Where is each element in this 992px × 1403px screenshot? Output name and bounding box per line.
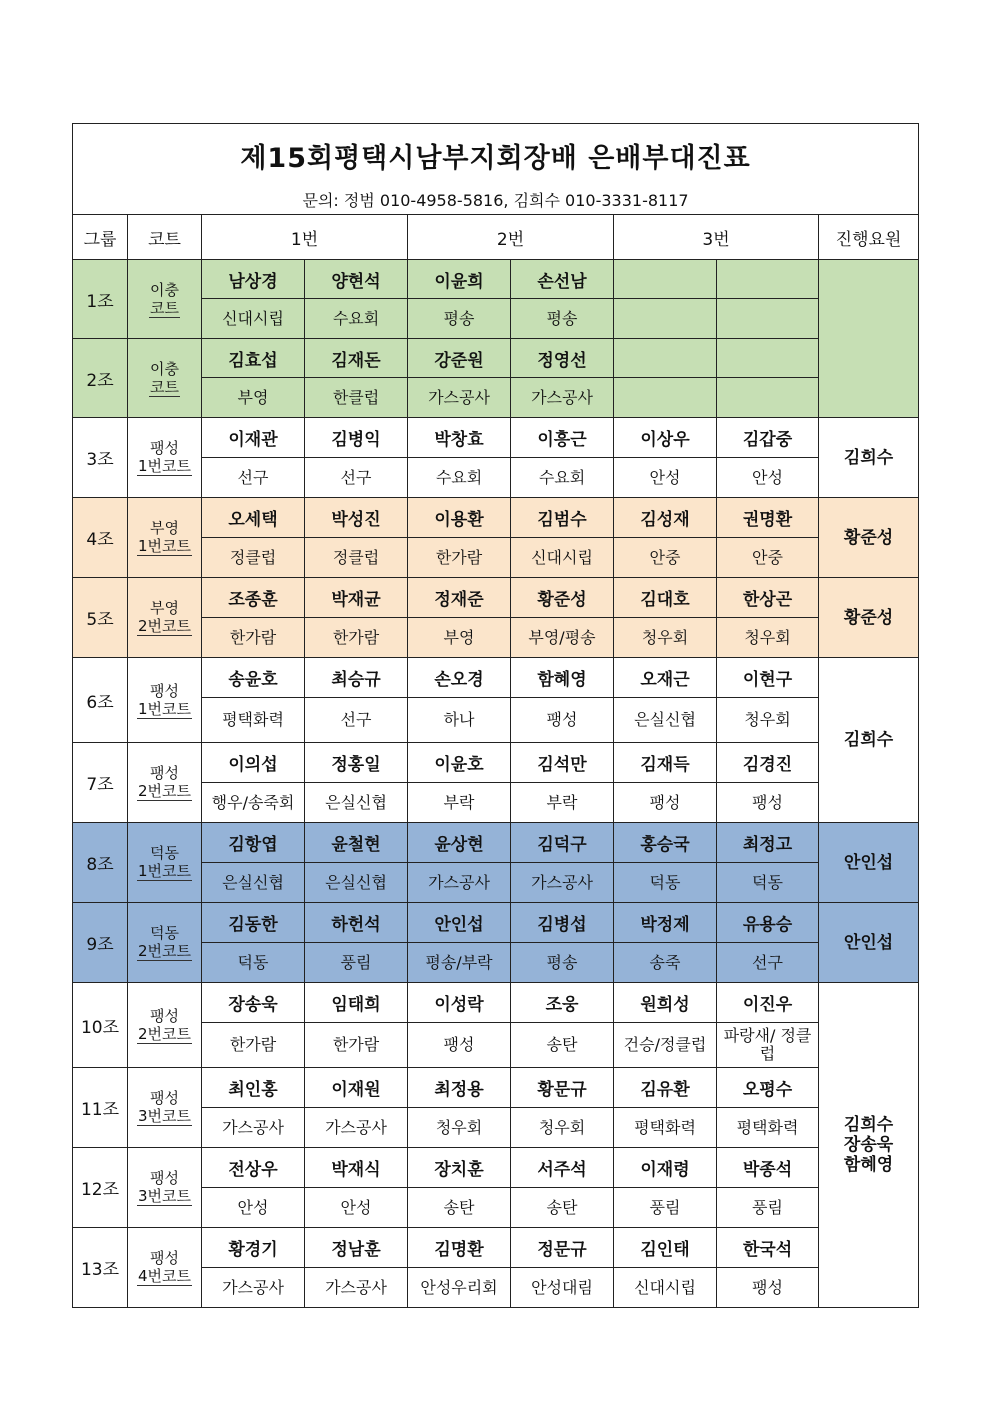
player-name — [717, 339, 819, 378]
player-name: 이성락 — [408, 983, 511, 1023]
court-label-text — [137, 1089, 192, 1126]
court-label-text — [137, 1169, 192, 1206]
group-label: 8조 — [73, 823, 128, 903]
court-label — [128, 498, 202, 578]
court-label-text — [137, 924, 192, 961]
player-name: 김항엽 — [202, 823, 305, 863]
player-name: 홍승국 — [614, 823, 717, 863]
player-name: 박재균 — [305, 578, 408, 618]
player-name: 조종훈 — [202, 578, 305, 618]
court-place: 이충 — [150, 359, 179, 378]
player-club: 은실신협 — [614, 698, 717, 743]
staff-name: 황준성 — [843, 527, 894, 548]
court-place: 이충 — [150, 280, 179, 299]
player-name: 이현구 — [717, 658, 819, 698]
player-name: 김효섭 — [202, 339, 305, 378]
player-club: 부영 — [202, 378, 305, 418]
bracket-sheet — [72, 123, 918, 1308]
title-text: 제15회평택시남부지회장배 은배부대진표 — [240, 143, 751, 174]
player-name: 김범수 — [511, 498, 614, 538]
court-label-text — [137, 599, 192, 636]
player-club: 덕동 — [717, 863, 819, 903]
player-club: 선구 — [202, 458, 305, 498]
player-name: 정영선 — [511, 339, 614, 378]
player-club: 풍림 — [717, 1188, 819, 1228]
player-name: 장송욱 — [202, 983, 305, 1023]
player-name: 남상경 — [202, 260, 305, 299]
court-number: 1번코트 — [137, 699, 191, 718]
staff-cell — [819, 260, 919, 418]
staff-name: 장송욱 — [843, 1135, 894, 1155]
header-court-2: 2번 — [408, 215, 614, 260]
player-club: 신대시립 — [202, 299, 305, 339]
player-club: 한가람 — [305, 618, 408, 658]
group-label: 12조 — [73, 1148, 128, 1228]
player-name: 김재득 — [614, 743, 717, 783]
court-number: 1번코트 — [137, 457, 191, 475]
player-name: 박종석 — [717, 1148, 819, 1188]
staff-name: 김희수 — [843, 730, 894, 750]
player-name: 김경진 — [717, 743, 819, 783]
group-label: 11조 — [73, 1068, 128, 1148]
court-place: 덕동 — [150, 844, 179, 862]
court-number: 코트 — [150, 377, 179, 396]
player-name: 최정용 — [408, 1068, 511, 1108]
player-club: 신대시립 — [614, 1268, 717, 1308]
player-name: 박창효 — [408, 418, 511, 458]
player-name: 유용승 — [717, 903, 819, 943]
player-club: 은실신협 — [305, 783, 408, 823]
player-club: 풍림 — [305, 943, 408, 983]
group-label: 6조 — [73, 658, 128, 743]
player-club: 평송 — [511, 943, 614, 983]
player-club: 안중 — [614, 538, 717, 578]
player-club: 부락 — [408, 783, 511, 823]
player-club: 평택화력 — [614, 1108, 717, 1148]
group-name-row — [73, 1068, 919, 1108]
court-number: 4번코트 — [137, 1267, 191, 1285]
player-club: 가스공사 — [202, 1268, 305, 1308]
header-court-1: 1번 — [202, 215, 408, 260]
court-label-text — [137, 519, 192, 556]
group-label: 9조 — [73, 903, 128, 983]
player-club: 가스공사 — [202, 1108, 305, 1148]
bracket-table — [72, 123, 919, 1308]
player-name: 정남훈 — [305, 1228, 408, 1268]
player-name: 한상곤 — [717, 578, 819, 618]
court-number: 3번코트 — [137, 1187, 191, 1205]
player-name: 서주석 — [511, 1148, 614, 1188]
player-name: 김병익 — [305, 418, 408, 458]
player-club: 신대시립 — [511, 538, 614, 578]
player-name: 황문규 — [511, 1068, 614, 1108]
court-place: 부영 — [150, 519, 179, 537]
court-number: 3번코트 — [137, 1107, 191, 1125]
staff-name: 김희수 — [843, 1115, 894, 1135]
player-club: 선구 — [717, 943, 819, 983]
group-name-row — [73, 498, 919, 538]
player-club: 안성 — [305, 1188, 408, 1228]
court-label — [128, 903, 202, 983]
group-name-row — [73, 983, 919, 1023]
court-label — [128, 1228, 202, 1308]
player-club: 안성 — [614, 458, 717, 498]
court-label — [128, 1068, 202, 1148]
court-place: 팽성 — [150, 439, 179, 457]
player-club: 안성우리회 — [408, 1268, 511, 1308]
staff-name: 황준성 — [843, 607, 894, 628]
player-name: 권명환 — [717, 498, 819, 538]
player-club: 청우회 — [717, 618, 819, 658]
staff-name: 안인섭 — [843, 852, 894, 873]
player-name: 김재돈 — [305, 339, 408, 378]
player-club: 가스공사 — [305, 1268, 408, 1308]
player-name: 김대호 — [614, 578, 717, 618]
player-club: 풍림 — [614, 1188, 717, 1228]
player-club: 안중 — [717, 538, 819, 578]
group-name-row — [73, 1148, 919, 1188]
court-place: 팽성 — [150, 1169, 179, 1187]
staff-name: 함혜영 — [843, 1155, 894, 1175]
player-name: 김덕구 — [511, 823, 614, 863]
player-club: 팽성 — [511, 698, 614, 743]
contact-info: 문의: 정범 010-4958-5816, 김희수 010-3331-8117 — [73, 187, 919, 215]
player-club — [614, 378, 717, 418]
player-club: 파랑새/ 정클럽 — [717, 1023, 819, 1068]
court-label-text — [149, 281, 180, 318]
group-name-row — [73, 903, 919, 943]
player-name: 이재원 — [305, 1068, 408, 1108]
player-club: 은실신협 — [305, 863, 408, 903]
player-name: 최인홍 — [202, 1068, 305, 1108]
player-club: 송탄 — [511, 1023, 614, 1068]
player-club: 평택화력 — [202, 698, 305, 743]
player-name: 전상우 — [202, 1148, 305, 1188]
court-place: 부영 — [150, 599, 179, 617]
player-name — [717, 260, 819, 299]
player-club: 건승/정클럽 — [614, 1023, 717, 1068]
header-row — [73, 215, 919, 260]
player-name: 김갑중 — [717, 418, 819, 458]
player-name: 이윤호 — [408, 743, 511, 783]
court-label — [128, 418, 202, 498]
player-club: 안성대림 — [511, 1268, 614, 1308]
court-number: 코트 — [150, 298, 179, 317]
player-name: 박성진 — [305, 498, 408, 538]
player-name: 이재령 — [614, 1148, 717, 1188]
player-name: 황경기 — [202, 1228, 305, 1268]
court-place: 팽성 — [150, 1089, 179, 1107]
player-club: 청우회 — [408, 1108, 511, 1148]
header-court-3: 3번 — [614, 215, 819, 260]
player-club: 수요회 — [511, 458, 614, 498]
player-club: 팽성 — [717, 783, 819, 823]
staff-cell — [819, 823, 919, 903]
player-club: 평송 — [408, 299, 511, 339]
player-club: 부영 — [408, 618, 511, 658]
player-name — [614, 260, 717, 299]
group-name-row — [73, 823, 919, 863]
player-name: 손오경 — [408, 658, 511, 698]
player-club: 정클럽 — [305, 538, 408, 578]
group-name-row — [73, 260, 919, 299]
player-name: 오재근 — [614, 658, 717, 698]
group-name-row — [73, 658, 919, 698]
player-name: 윤상현 — [408, 823, 511, 863]
player-club: 평송 — [511, 299, 614, 339]
group-label: 7조 — [73, 743, 128, 823]
group-name-row — [73, 418, 919, 458]
staff-cell — [819, 418, 919, 498]
court-label — [128, 1148, 202, 1228]
group-label: 4조 — [73, 498, 128, 578]
player-club: 선구 — [305, 458, 408, 498]
player-name — [614, 339, 717, 378]
player-club: 가스공사 — [408, 863, 511, 903]
group-label: 5조 — [73, 578, 128, 658]
player-club: 한가람 — [408, 538, 511, 578]
player-club: 부영/평송 — [511, 618, 614, 658]
player-club: 청우회 — [717, 698, 819, 743]
group-label: 2조 — [73, 339, 128, 418]
group-label: 1조 — [73, 260, 128, 339]
player-name: 김병섭 — [511, 903, 614, 943]
player-name: 최정고 — [717, 823, 819, 863]
player-club: 덕동 — [614, 863, 717, 903]
court-label — [128, 578, 202, 658]
player-name: 이재관 — [202, 418, 305, 458]
player-name: 강준원 — [408, 339, 511, 378]
player-name: 이상우 — [614, 418, 717, 458]
player-club: 팽성 — [614, 783, 717, 823]
player-name: 김명환 — [408, 1228, 511, 1268]
player-club: 팽성 — [408, 1023, 511, 1068]
header-group: 그룹 — [73, 215, 128, 260]
court-label-text — [137, 1007, 192, 1044]
player-name: 송윤호 — [202, 658, 305, 698]
court-label-text — [137, 844, 192, 881]
group-label: 10조 — [73, 983, 128, 1068]
group-name-row — [73, 339, 919, 378]
player-name: 박정제 — [614, 903, 717, 943]
player-name: 임태희 — [305, 983, 408, 1023]
player-name: 황준성 — [511, 578, 614, 618]
player-name: 김인태 — [614, 1228, 717, 1268]
header-staff: 진행요원 — [819, 215, 919, 260]
court-label — [128, 339, 202, 418]
court-number: 1번코트 — [137, 537, 191, 555]
player-club — [614, 299, 717, 339]
player-name: 조웅 — [511, 983, 614, 1023]
player-name: 한국석 — [717, 1228, 819, 1268]
player-club: 선구 — [305, 698, 408, 743]
court-place: 덕동 — [150, 924, 179, 942]
court-number: 2번코트 — [137, 1024, 191, 1043]
player-name: 정문규 — [511, 1228, 614, 1268]
player-name: 김성재 — [614, 498, 717, 538]
player-name: 윤철현 — [305, 823, 408, 863]
group-label: 13조 — [73, 1228, 128, 1308]
staff-cell — [819, 578, 919, 658]
court-place: 팽성 — [150, 681, 179, 700]
player-name: 장치훈 — [408, 1148, 511, 1188]
player-name: 김석만 — [511, 743, 614, 783]
player-club: 가스공사 — [408, 378, 511, 418]
player-club: 송죽 — [614, 943, 717, 983]
court-place: 팽성 — [150, 1006, 179, 1025]
staff-cell — [819, 983, 919, 1308]
court-label — [128, 260, 202, 339]
player-name: 이진우 — [717, 983, 819, 1023]
staff-name: 김희수 — [843, 447, 894, 468]
court-number: 2번코트 — [137, 942, 191, 960]
court-label-text — [137, 1249, 192, 1286]
player-club: 덕동 — [202, 943, 305, 983]
player-club: 은실신협 — [202, 863, 305, 903]
court-number: 2번코트 — [137, 782, 191, 800]
player-club: 수요회 — [305, 299, 408, 339]
player-club: 송탄 — [511, 1188, 614, 1228]
player-club: 하나 — [408, 698, 511, 743]
player-club: 평송/부락 — [408, 943, 511, 983]
staff-cell — [819, 903, 919, 983]
player-club: 행우/송죽회 — [202, 783, 305, 823]
court-place: 팽성 — [150, 1249, 179, 1267]
court-label — [128, 743, 202, 823]
court-number: 1번코트 — [137, 862, 191, 880]
group-label: 3조 — [73, 418, 128, 498]
player-name: 함혜영 — [511, 658, 614, 698]
court-label — [128, 983, 202, 1068]
court-label-text — [137, 764, 192, 801]
player-club: 가스공사 — [511, 863, 614, 903]
player-club: 한가람 — [305, 1023, 408, 1068]
player-club: 한클럽 — [305, 378, 408, 418]
player-name: 박재식 — [305, 1148, 408, 1188]
court-place: 팽성 — [150, 764, 179, 782]
player-name: 이의섭 — [202, 743, 305, 783]
staff-cell — [819, 658, 919, 823]
player-club: 안성 — [717, 458, 819, 498]
player-name: 오세택 — [202, 498, 305, 538]
court-label-text — [137, 682, 192, 719]
group-name-row — [73, 578, 919, 618]
player-club: 청우회 — [511, 1108, 614, 1148]
group-name-row — [73, 743, 919, 783]
player-name: 이윤희 — [408, 260, 511, 299]
player-club: 가스공사 — [511, 378, 614, 418]
header-court: 코트 — [128, 215, 202, 260]
player-club — [717, 299, 819, 339]
player-club: 평택화력 — [717, 1108, 819, 1148]
staff-name: 안인섭 — [843, 932, 894, 953]
player-name: 정재준 — [408, 578, 511, 618]
player-club: 정클럽 — [202, 538, 305, 578]
player-name: 양현석 — [305, 260, 408, 299]
player-name: 오평수 — [717, 1068, 819, 1108]
player-club: 팽성 — [717, 1268, 819, 1308]
player-name: 김유환 — [614, 1068, 717, 1108]
player-name: 이용환 — [408, 498, 511, 538]
court-label — [128, 823, 202, 903]
player-club: 송탄 — [408, 1188, 511, 1228]
player-club: 부락 — [511, 783, 614, 823]
player-name: 손선남 — [511, 260, 614, 299]
court-number: 2번코트 — [137, 617, 191, 635]
court-label-text — [149, 360, 180, 397]
player-name: 정홍일 — [305, 743, 408, 783]
player-club — [717, 378, 819, 418]
player-club: 안성 — [202, 1188, 305, 1228]
player-name: 김동한 — [202, 903, 305, 943]
player-club: 청우회 — [614, 618, 717, 658]
player-club: 한가람 — [202, 1023, 305, 1068]
player-club: 수요회 — [408, 458, 511, 498]
court-label — [128, 658, 202, 743]
player-name: 이흥근 — [511, 418, 614, 458]
court-label-text — [137, 439, 192, 476]
player-name: 안인섭 — [408, 903, 511, 943]
player-club: 가스공사 — [305, 1108, 408, 1148]
page-title — [73, 124, 919, 188]
player-name: 하헌석 — [305, 903, 408, 943]
staff-cell — [819, 498, 919, 578]
group-name-row — [73, 1228, 919, 1268]
player-club: 한가람 — [202, 618, 305, 658]
player-name: 최승규 — [305, 658, 408, 698]
player-name: 원희성 — [614, 983, 717, 1023]
